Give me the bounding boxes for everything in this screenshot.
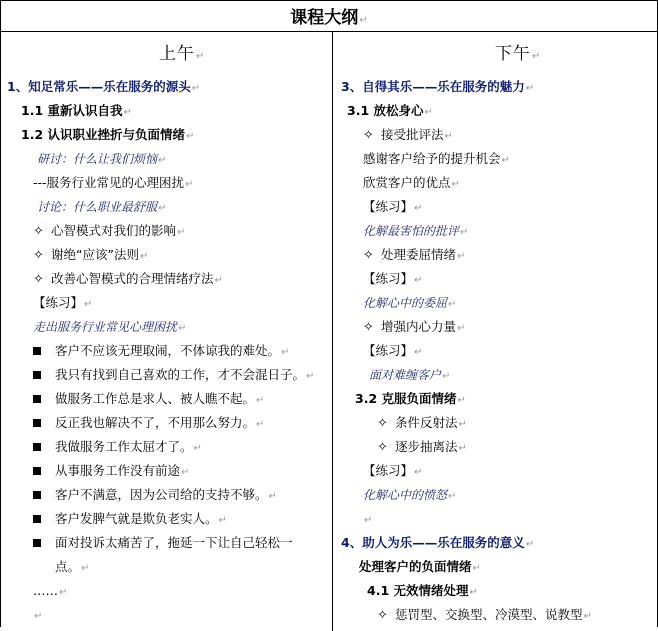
outline-text: 化解心中的委屈 <box>363 296 448 310</box>
diamond-bullet-icon: ✧ <box>33 272 44 287</box>
outline-text: 做服务工作总是求人、被人瞧不起。 <box>55 391 256 406</box>
outline-text: 3.1 放松身心 <box>347 103 424 118</box>
outline-text: 【练习】 <box>363 271 414 286</box>
outline-text: 【练习】 <box>363 343 414 358</box>
paragraph-mark-icon: ↵ <box>123 107 132 118</box>
outline-line <box>1 243 332 267</box>
paragraph-mark-icon: ↵ <box>178 323 187 334</box>
paragraph-mark-icon: ↵ <box>256 419 265 430</box>
outline-line <box>333 411 657 435</box>
outline-line <box>1 411 332 435</box>
outline-line <box>333 123 657 147</box>
outline-text: 4.1 无效情绪处理 <box>367 583 469 598</box>
outline-line <box>1 579 332 603</box>
paragraph-mark-icon: ↵ <box>34 611 43 622</box>
outline-line <box>333 267 657 291</box>
square-bullet-icon <box>33 515 41 523</box>
outline-text: 【练习】 <box>363 463 414 478</box>
paragraph-mark-icon: ↵ <box>414 203 423 214</box>
outline-line <box>1 387 332 411</box>
outline-text: 化解最害怕的批评 <box>363 224 460 238</box>
diamond-bullet-icon: ✧ <box>377 440 388 455</box>
outline-line <box>333 435 657 459</box>
outline-text: 面对投诉太痛苦了，拖延一下让自己轻松一 <box>55 535 293 550</box>
outline-text: 客户不应该无理取闹，不体谅我的难处。 <box>55 343 281 358</box>
diamond-bullet-icon: ✧ <box>363 320 374 335</box>
paragraph-mark-icon: ↵ <box>448 491 457 502</box>
morning-outline <box>1 75 332 627</box>
paragraph-mark-icon: ↵ <box>191 83 201 94</box>
outline-line <box>333 219 657 243</box>
outline-line <box>1 507 332 531</box>
diamond-bullet-icon: ✧ <box>377 608 388 623</box>
square-bullet-icon <box>33 467 41 475</box>
square-bullet-icon <box>33 371 41 379</box>
outline-text: 客户发脾气就是欺负老实人。 <box>55 511 218 526</box>
outline-text: 条件反射法 <box>395 415 458 430</box>
outline-line <box>1 171 332 195</box>
outline-line <box>1 555 332 579</box>
outline-line <box>333 483 657 507</box>
outline-text: 谢绝“应该”法则 <box>51 247 139 262</box>
paragraph-mark-icon: ↵ <box>525 83 535 94</box>
outline-line <box>333 579 657 603</box>
outline-line <box>1 195 332 219</box>
outline-line <box>333 459 657 483</box>
paragraph-mark-icon: ↵ <box>181 467 190 478</box>
afternoon-outline <box>333 75 657 627</box>
paragraph-mark-icon: ↵ <box>457 251 466 262</box>
diamond-bullet-icon: ✧ <box>33 224 44 239</box>
paragraph-mark-icon: ↵ <box>158 203 167 214</box>
paragraph-mark-icon: ↵ <box>139 251 149 262</box>
outline-text: 【练习】 <box>33 295 84 310</box>
outline-line <box>1 219 332 243</box>
outline-text: 1.1 重新认识自我 <box>21 103 123 118</box>
outline-text: 讨论：什么职业最舒服 <box>37 200 158 214</box>
outline-line <box>333 603 657 627</box>
paragraph-mark-icon: ↵ <box>81 563 90 574</box>
outline-line <box>1 147 332 171</box>
paragraph-mark-icon: ↵ <box>218 515 227 526</box>
square-bullet-icon <box>33 347 41 355</box>
diamond-bullet-icon: ✧ <box>363 248 374 263</box>
outline-text: ---服务行业常见的心理困扰 <box>33 175 185 190</box>
outline-line <box>333 507 657 531</box>
afternoon-heading: 下午↵ <box>495 44 542 64</box>
outline-text: 处理客户的负面情绪 <box>359 559 472 574</box>
outline-text: 1、知足常乐——乐在服务的源头 <box>7 79 191 94</box>
outline-text: 我只有找到自己喜欢的工作，才不会混日子。 <box>55 367 306 382</box>
outline-line <box>1 75 332 99</box>
outline-text: 逐步抽离法 <box>395 439 458 454</box>
paragraph-mark-icon: ↵ <box>501 155 510 166</box>
outline-line <box>333 99 657 123</box>
paragraph-mark-icon: ↵ <box>59 587 68 598</box>
paragraph-mark-icon: ↵ <box>414 275 423 286</box>
paragraph-mark-icon: ↵ <box>281 347 290 358</box>
outline-text: 增强内心力量 <box>381 319 457 334</box>
paragraph-mark-icon: ↵ <box>458 419 467 430</box>
outline-text: 【练习】 <box>363 199 414 214</box>
outline-text: 走出服务行业常见心理困扰 <box>33 320 178 334</box>
outline-text: 心智模式对我们的影响 <box>51 223 177 238</box>
paragraph-mark-icon: ↵ <box>457 395 466 406</box>
outline-text: 从事服务工作没有前途 <box>55 463 181 478</box>
outline-line <box>1 123 332 147</box>
paragraph-mark-icon: ↵ <box>472 563 481 574</box>
outline-text: 4、助人为乐——乐在服务的意义 <box>341 535 525 550</box>
outline-line <box>1 459 332 483</box>
outline-text: 我做服务工作太屈才了。 <box>55 439 193 454</box>
paragraph-mark-icon: ↵ <box>525 539 535 550</box>
outline-text: 化解心中的愤怒 <box>363 488 448 502</box>
paragraph-mark-icon: ↵ <box>256 395 265 406</box>
outline-line <box>333 363 657 387</box>
paragraph-mark-icon: ↵ <box>84 299 93 310</box>
paragraph-mark-icon: ↵ <box>457 323 466 334</box>
paragraph-mark-icon: ↵ <box>214 275 223 286</box>
outline-text: 感谢客户给予的提升机会 <box>363 151 501 166</box>
outline-text: 处理委屈情绪 <box>381 247 457 262</box>
outline-line <box>1 267 332 291</box>
paragraph-mark-icon: ↵ <box>469 587 478 598</box>
square-bullet-icon <box>33 419 41 427</box>
outline-line <box>1 363 332 387</box>
paragraph-mark-icon: ↵ <box>268 491 277 502</box>
outline-text: 欣赏客户的优点 <box>363 175 451 190</box>
outline-line <box>333 387 657 411</box>
outline-line <box>1 339 332 363</box>
outline-line <box>1 603 332 627</box>
outline-line <box>333 75 657 99</box>
outline-text: 研讨：什么让我们烦恼 <box>37 152 158 166</box>
outline-line <box>333 555 657 579</box>
outline-text: 接受批评法 <box>381 127 444 142</box>
paragraph-mark-icon: ↵ <box>414 347 423 358</box>
outline-line <box>333 243 657 267</box>
outline-line <box>1 435 332 459</box>
paragraph-mark-icon: ↵ <box>193 443 202 454</box>
diamond-bullet-icon: ✧ <box>363 128 374 143</box>
paragraph-mark-icon: ↵ <box>364 515 373 526</box>
outline-line <box>1 531 332 555</box>
outline-text: 3、自得其乐——乐在服务的魅力 <box>341 79 525 94</box>
paragraph-mark-icon: ↵ <box>306 371 315 382</box>
outline-line <box>1 483 332 507</box>
paragraph-mark-icon: ↵ <box>177 227 186 238</box>
paragraph-mark-icon: ↵ <box>158 155 167 166</box>
outline-text: 惩罚型、交换型、冷漠型、说教型 <box>395 607 583 622</box>
paragraph-mark-icon: ↵ <box>444 131 453 142</box>
square-bullet-icon <box>33 443 41 451</box>
outline-line <box>333 339 657 363</box>
diamond-bullet-icon: ✧ <box>377 416 388 431</box>
paragraph-mark-icon: ↵ <box>186 131 195 142</box>
outline-line <box>333 195 657 219</box>
paragraph-mark-icon: ↵ <box>448 299 457 310</box>
outline-line <box>333 315 657 339</box>
square-bullet-icon <box>33 539 41 547</box>
paragraph-mark-icon: ↵ <box>414 467 423 478</box>
outline-line <box>1 291 332 315</box>
outline-text: 面对难缠客户 <box>369 368 442 382</box>
paragraph-mark-icon: ↵ <box>185 179 194 190</box>
square-bullet-icon <box>33 395 41 403</box>
paragraph-mark-icon: ↵ <box>460 227 469 238</box>
paragraph-mark-icon: ↵ <box>458 443 467 454</box>
morning-heading: 上午↵ <box>159 44 206 64</box>
table-title: 课程大纲↵ <box>1 1 657 32</box>
outline-text: 改善心智模式的合理情绪疗法 <box>51 271 214 286</box>
outline-line <box>333 531 657 555</box>
outline-text: 点。 <box>55 559 81 574</box>
outline-line <box>333 147 657 171</box>
square-bullet-icon <box>33 491 41 499</box>
paragraph-mark-icon: ↵ <box>424 107 433 118</box>
outline-text: 反正我也解决不了，不用那么努力。 <box>55 415 256 430</box>
paragraph-mark-icon: ↵ <box>442 371 451 382</box>
outline-line <box>1 315 332 339</box>
outline-line <box>333 171 657 195</box>
outline-line <box>1 99 332 123</box>
outline-text: 1.2 认识职业挫折与负面情绪 <box>21 127 185 142</box>
outline-text: 客户不满意，因为公司给的支持不够。 <box>55 487 268 502</box>
outline-text: …… <box>33 583 58 598</box>
diamond-bullet-icon: ✧ <box>33 248 44 263</box>
outline-text: 3.2 克服负面情绪 <box>355 391 457 406</box>
outline-line <box>333 291 657 315</box>
paragraph-mark-icon: ↵ <box>583 611 592 622</box>
paragraph-mark-icon: ↵ <box>451 179 460 190</box>
